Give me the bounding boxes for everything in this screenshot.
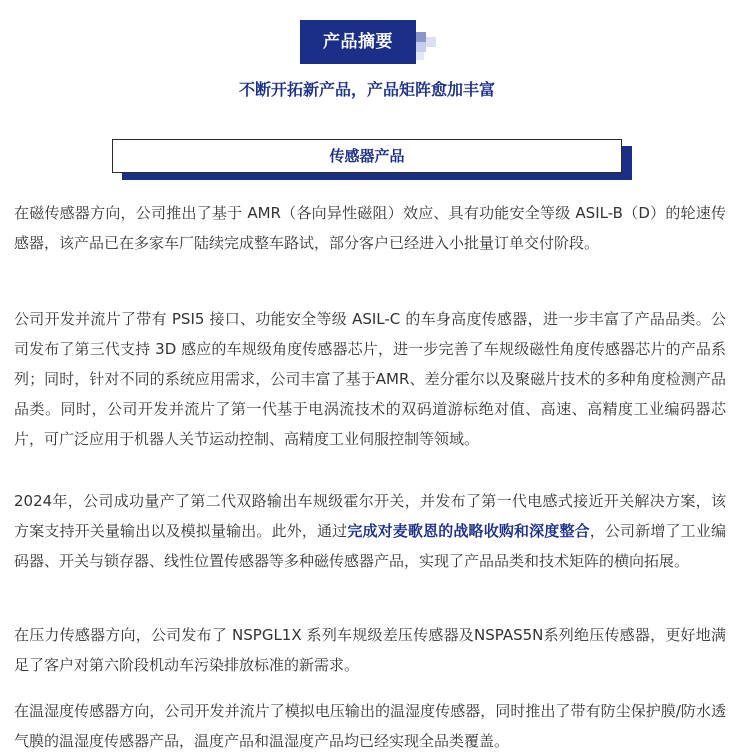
highlighted-text: 完成对麦歌恩的战略收购和深度整合 xyxy=(347,522,590,540)
decorative-square xyxy=(416,42,426,52)
paragraph-magnetic-sensor: 在磁传感器方向，公司推出了基于 AMR（各向异性磁阻）效应、具有功能安全等级 ASIL-B（D）的轮速传感器，该产品已在多家车厂陆续完成整车路试，部分客户已经进入小批量订单交付阶段。 xyxy=(14,204,726,252)
header-badge-group xyxy=(300,20,440,64)
header-badge: 产品摘要 xyxy=(300,20,416,64)
paragraph-height-angle-sensor: 公司开发并流片了带有 PSI5 接口、功能安全等级 ASIL-C 的车身高度传感器，进一步丰富了产品品类。公司发布了第三代支持 3D 感应的车规级角度传感器芯片，进一步完善了车规级磁性角度传感器芯片的产品系列；同时，针对不同的系统应用需求，公司丰富了基于AMR、差分霍尔以及聚磁片技术的多种角度检测产品品类。同时，公司开发并流片了第一代基于电涡流技术的双码道游标绝对值、高速、高精度工业编码器芯片，可广泛应用于机器人关节运动控制、高精度工业伺服控制等领域。 xyxy=(14,310,726,448)
section-title: 传感器产品 xyxy=(112,139,622,173)
decorative-square xyxy=(416,32,426,42)
paragraph-text: ，公司新增了工业编码器、开关与锁存器、线性位置传感器等多种磁传感器产品，实现了产品品类和技术矩阵的横向拓展。 xyxy=(14,522,726,570)
paragraph-humidity-sensor: 在温湿度传感器方向，公司开发并流片了模拟电压输出的温湿度传感器，同时推出了带有防尘保护膜/防水透气膜的温湿度传感器产品，温度产品和温湿度产品均已经实现全品类覆盖。 xyxy=(14,702,726,750)
decorative-square xyxy=(426,37,436,47)
paragraph-text: 2024年，公司成功量产了第二代双路输出车规级霍尔开关，并发布了第一代电感式接近开关解决方案，该方案支持开关量输出以及模拟量输出。此外，通过 xyxy=(14,492,726,540)
page-subtitle: 不断开拓新产品，产品矩阵愈加丰富 xyxy=(238,80,495,99)
paragraph-pressure-sensor: 在压力传感器方向，公司发布了 NSPGL1X 系列车规级差压传感器及NSPAS5N系列绝压传感器，更好地满足了客户对第六阶段机动车污染排放标准的新需求。 xyxy=(14,626,726,674)
paragraph-2024-progress xyxy=(14,486,726,576)
section-header xyxy=(112,139,636,181)
decorative-square xyxy=(416,52,424,60)
